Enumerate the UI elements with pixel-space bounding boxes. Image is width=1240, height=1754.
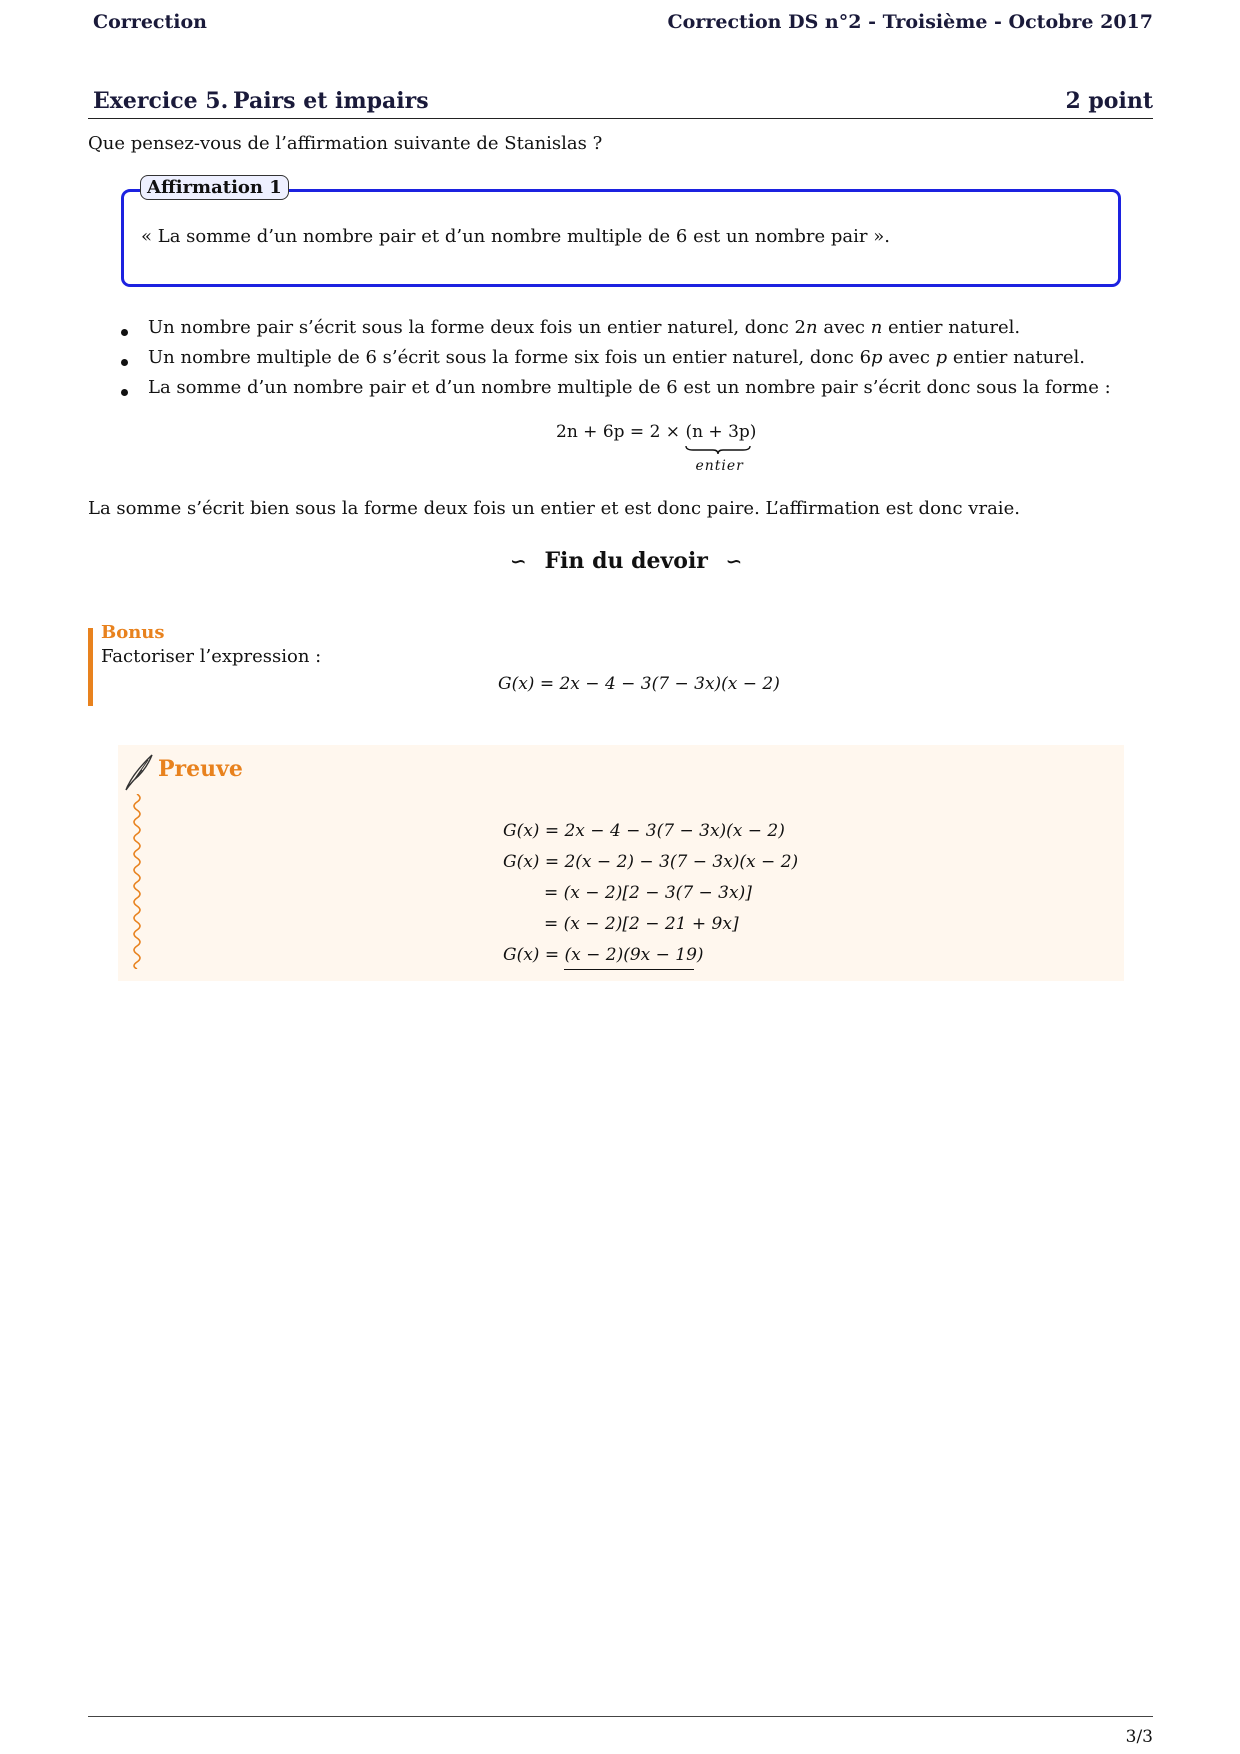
affirmation-label: Affirmation 1 xyxy=(140,175,289,200)
proof-line: G(x) = (x − 2)(9x − 19) xyxy=(503,945,704,965)
exercise-number: Exercice 5. xyxy=(93,88,229,114)
result-underline xyxy=(564,969,694,970)
bullet-marker xyxy=(121,359,128,366)
equation-left: 2n + 6p = 2 × xyxy=(556,422,681,442)
ornament-right-icon: ∽ xyxy=(725,549,743,573)
exercise-title: Pairs et impairs xyxy=(233,88,429,114)
bullet-marker xyxy=(121,329,128,336)
proof-line: = (x − 2)[2 − 21 + 9x] xyxy=(544,914,739,934)
bonus-bar xyxy=(88,628,93,706)
underbrace-group xyxy=(685,422,757,474)
end-of-assignment xyxy=(510,548,742,574)
conclusion-text: La somme s’écrit bien sous la forme deux fois un entier et est donc paire. L’affirmation est donc vraie. xyxy=(88,498,1020,519)
proof-line: G(x) = 2(x − 2) − 3(7 − 3x)(x − 2) xyxy=(503,852,799,872)
footer-rule xyxy=(88,1716,1153,1717)
header-right: Correction DS n°2 - Troisième - Octobre 2017 xyxy=(667,11,1153,33)
end-text: Fin du devoir xyxy=(544,548,708,574)
page-number: 3/3 xyxy=(1125,1727,1153,1747)
list-item: La somme d’un nombre pair et d’un nombre multiple de 6 est un nombre pair s’écrit donc sous la forme : xyxy=(148,377,1111,398)
exercise-rule xyxy=(88,118,1153,119)
list-item: Un nombre multiple de 6 s’écrit sous la forme six fois un entier naturel, donc 6p avec p entier naturel. xyxy=(148,347,1085,368)
proof-line: G(x) = 2x − 4 − 3(7 − 3x)(x − 2) xyxy=(503,821,785,841)
exercise-points: 2 point xyxy=(1065,88,1153,114)
underbrace-label: entier xyxy=(695,458,744,474)
header-left: Correction xyxy=(93,11,207,33)
bonus-equation: G(x) = 2x − 4 − 3(7 − 3x)(x − 2) xyxy=(498,674,780,694)
bullet-marker xyxy=(121,389,128,396)
list-item: Un nombre pair s’écrit sous la forme deux fois un entier naturel, donc 2n avec n entier naturel. xyxy=(148,317,1021,338)
bonus-title: Bonus xyxy=(101,622,165,643)
affirmation-text: « La somme d’un nombre pair et d’un nombre multiple de 6 est un nombre pair ». xyxy=(141,226,890,247)
proof-title: Preuve xyxy=(158,756,243,782)
bonus-text: Factoriser l’expression : xyxy=(101,646,322,667)
equation-brace-content: (n + 3p) xyxy=(685,422,757,442)
proof-line: = (x − 2)[2 − 3(7 − 3x)] xyxy=(544,883,752,903)
main-equation xyxy=(556,422,757,474)
quill-icon xyxy=(122,752,156,792)
ornament-left-icon: ∽ xyxy=(510,549,527,573)
intro-text: Que pensez-vous de l’affirmation suivante de Stanislas ? xyxy=(88,133,603,154)
underbrace-icon xyxy=(685,445,751,455)
wavy-margin-decoration xyxy=(131,794,143,969)
